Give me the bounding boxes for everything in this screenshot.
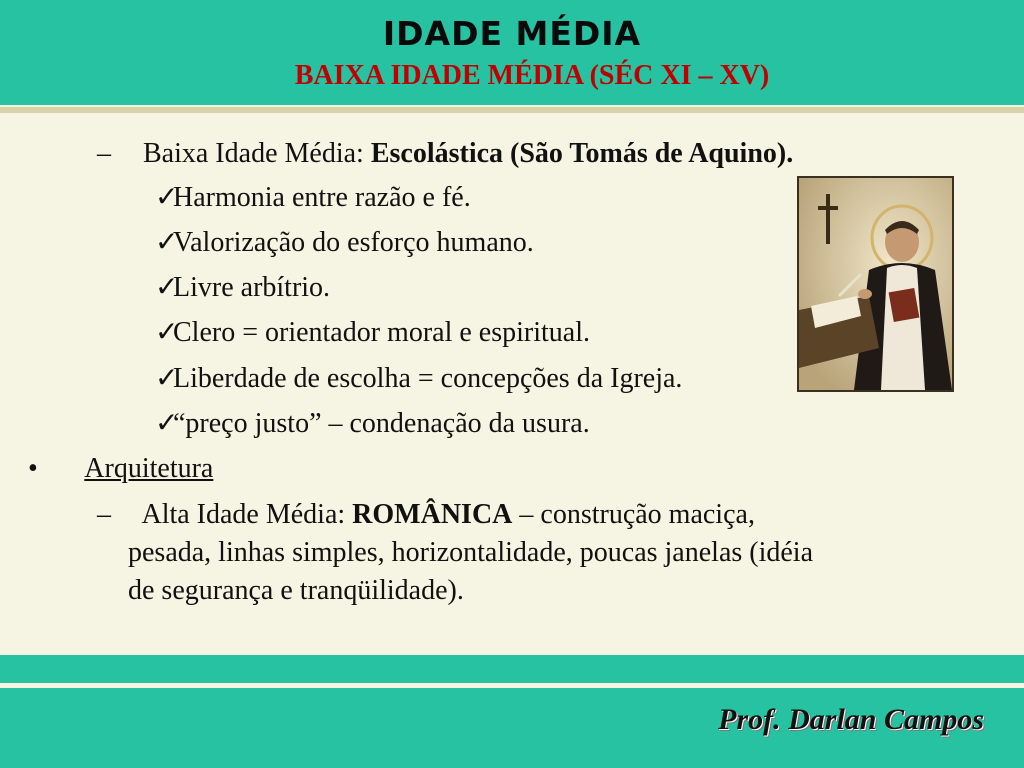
check-icon: ✓ bbox=[155, 408, 179, 439]
check-icon: ✓ bbox=[155, 182, 179, 213]
footer-author: Prof. Darlan Campos bbox=[718, 703, 984, 736]
bullet-arquitetura bbox=[28, 453, 213, 485]
check-icon: ✓ bbox=[155, 227, 179, 258]
check-icon: ✓ bbox=[155, 363, 179, 394]
sub-bullet-continuation: de segurança e tranqüilidade). bbox=[128, 575, 464, 606]
dash-marker: – bbox=[97, 499, 111, 530]
check-icon: ✓ bbox=[155, 272, 179, 303]
slide-subtitle: BAIXA IDADE MÉDIA (SÉC XI – XV) bbox=[294, 60, 770, 91]
saint-thomas-portrait-image bbox=[797, 176, 954, 392]
sub-bullet-rest: – construção maciça, bbox=[512, 499, 755, 530]
sub-bullet-romanica bbox=[97, 499, 755, 531]
sub-bullet-bold: Escolástica (São Tomás de Aquino). bbox=[370, 138, 794, 169]
check-item bbox=[155, 408, 590, 440]
slide-title: IDADE MÉDIA bbox=[382, 14, 642, 53]
check-item-text: “preço justo” – condenação da usura. bbox=[173, 408, 590, 439]
check-item-text: Liberdade de escolha = concepções da Igreja. bbox=[173, 363, 683, 394]
check-item-text: Livre arbítrio. bbox=[173, 272, 331, 303]
portrait-illustration bbox=[799, 178, 952, 390]
sub-bullet-escolastica bbox=[97, 138, 793, 170]
bullet-label: Arquitetura bbox=[84, 453, 214, 484]
check-item bbox=[155, 272, 330, 304]
check-item bbox=[155, 227, 534, 259]
check-item-text: Harmonia entre razão e fé. bbox=[173, 182, 471, 213]
check-icon: ✓ bbox=[155, 317, 179, 348]
sub-bullet-prefix: Baixa Idade Média: bbox=[143, 138, 371, 169]
footer-band-top bbox=[0, 655, 1024, 683]
sub-bullet-prefix: Alta Idade Média: bbox=[141, 499, 353, 530]
sub-bullet-bold: ROMÂNICA bbox=[352, 499, 513, 530]
sub-bullet-continuation: pesada, linhas simples, horizontalidade, poucas janelas (idéia bbox=[128, 537, 814, 568]
check-item bbox=[155, 317, 590, 349]
check-item bbox=[155, 363, 682, 395]
dash-marker: – bbox=[97, 138, 111, 169]
check-item-text: Clero = orientador moral e espiritual. bbox=[173, 317, 590, 348]
bullet-dot: • bbox=[28, 453, 38, 484]
check-item-text: Valorização do esforço humano. bbox=[173, 227, 534, 258]
check-item bbox=[155, 182, 471, 214]
